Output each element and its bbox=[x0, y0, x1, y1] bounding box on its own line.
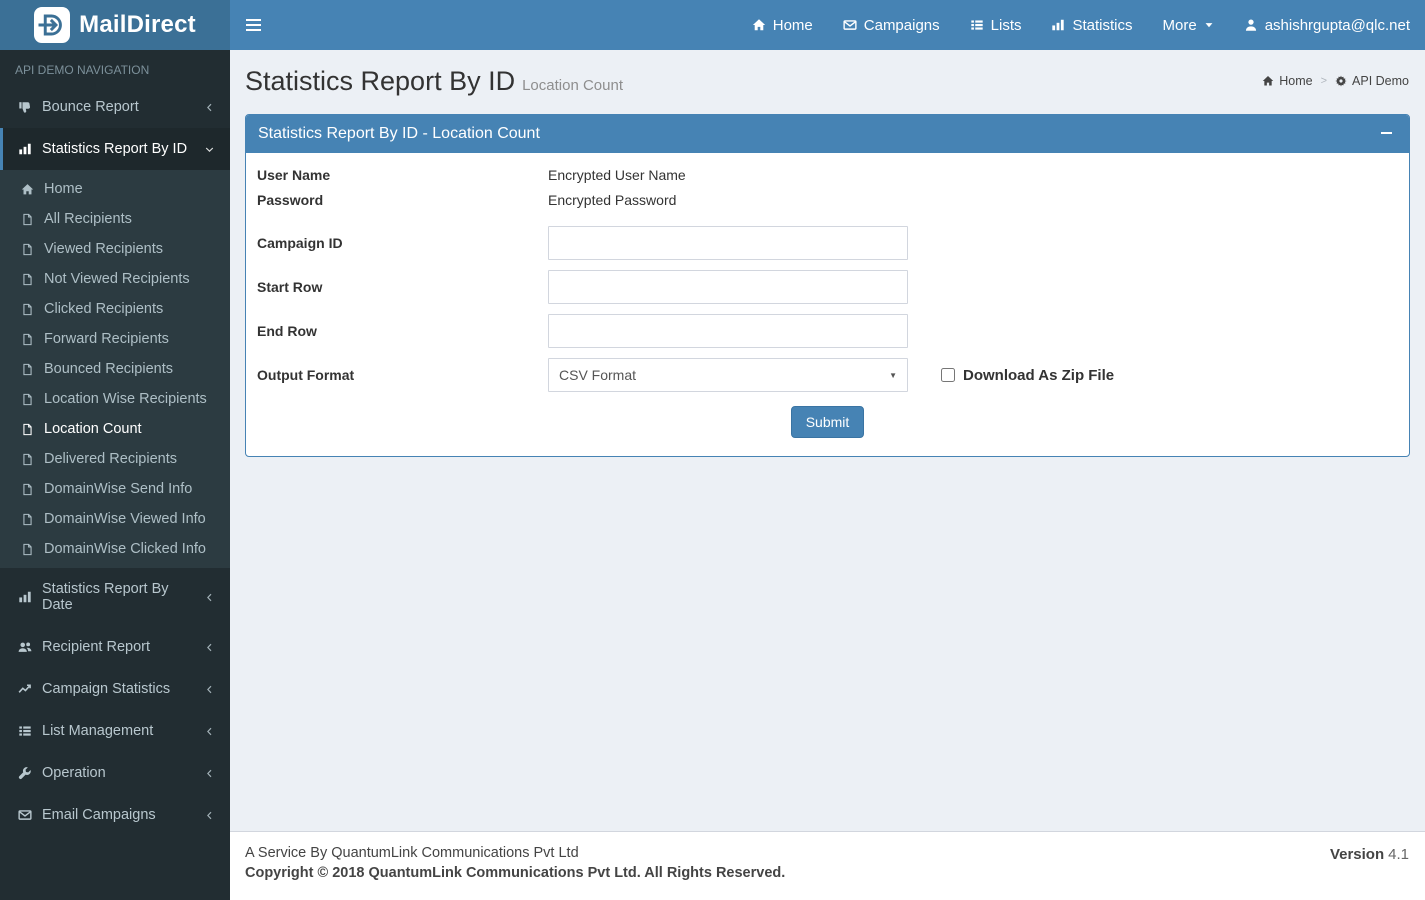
nav-user-account[interactable] bbox=[1229, 0, 1425, 50]
panel-title: Statistics Report By ID - Location Count bbox=[258, 125, 540, 142]
footer-copyright: Copyright © 2018 QuantumLink Communications Pvt Ltd. All Rights Reserved. bbox=[245, 865, 786, 881]
panel-collapse-button[interactable] bbox=[1377, 124, 1395, 142]
main-footer bbox=[230, 831, 1425, 900]
report-panel bbox=[245, 114, 1410, 457]
sidebar-subitem-domainwise-send-info[interactable] bbox=[0, 474, 230, 504]
sidebar-item-label: List Management bbox=[42, 723, 154, 739]
sidebar-item-label: Statistics Report By ID bbox=[42, 141, 188, 157]
subitem-label: Home bbox=[44, 181, 83, 197]
page-title-text: Statistics Report By ID bbox=[245, 66, 516, 96]
home-icon bbox=[21, 183, 34, 196]
campaign-id-input[interactable] bbox=[548, 226, 908, 260]
line-chart-icon bbox=[18, 682, 32, 696]
home-icon bbox=[752, 18, 766, 32]
sidebar-subitem-not-viewed-recipients[interactable] bbox=[0, 264, 230, 294]
breadcrumb bbox=[1262, 74, 1409, 88]
wrench-icon bbox=[18, 766, 32, 780]
chevron-left-icon bbox=[204, 768, 215, 779]
content-wrapper bbox=[230, 50, 1425, 831]
brand-name: MailDirect bbox=[79, 11, 196, 38]
subitem-label: Bounced Recipients bbox=[44, 361, 173, 377]
subitem-label: Delivered Recipients bbox=[44, 451, 177, 467]
start-row-row bbox=[256, 270, 1399, 304]
users-icon bbox=[18, 640, 32, 654]
sidebar-subitem-location-wise-recipients[interactable] bbox=[0, 384, 230, 414]
file-icon bbox=[21, 423, 34, 436]
brand-logo[interactable] bbox=[0, 0, 230, 50]
maildirect-logo-icon bbox=[34, 7, 70, 43]
chevron-left-icon bbox=[204, 726, 215, 737]
page-title bbox=[245, 66, 1410, 101]
subitem-label: DomainWise Send Info bbox=[44, 481, 193, 497]
version-label: Version bbox=[1329, 846, 1385, 863]
envelope-icon bbox=[18, 808, 32, 822]
download-zip-checkbox[interactable] bbox=[941, 368, 955, 382]
list-icon bbox=[970, 18, 984, 32]
page-subtitle: Location Count bbox=[522, 77, 623, 94]
chevron-left-icon bbox=[204, 810, 215, 821]
sidebar-subitem-domainwise-viewed-info[interactable] bbox=[0, 504, 230, 534]
username-row bbox=[256, 167, 1399, 183]
file-icon bbox=[21, 453, 34, 466]
nav-campaigns[interactable] bbox=[828, 0, 955, 50]
subitem-label: All Recipients bbox=[44, 211, 132, 227]
start-row-input[interactable] bbox=[548, 270, 908, 304]
file-icon bbox=[21, 393, 34, 406]
panel-heading bbox=[246, 115, 1409, 153]
breadcrumb-home-label: Home bbox=[1279, 74, 1313, 88]
username-value: Encrypted User Name bbox=[548, 167, 686, 183]
sidebar-item-list-management[interactable] bbox=[0, 710, 230, 752]
username-label: User Name bbox=[257, 167, 331, 183]
sidebar-section-header: API DEMO NAVIGATION bbox=[15, 63, 150, 77]
sidebar-item-label: Campaign Statistics bbox=[42, 681, 171, 697]
bar-chart-icon bbox=[18, 142, 32, 156]
top-navbar bbox=[230, 0, 1425, 50]
campaign-id-label: Campaign ID bbox=[257, 235, 343, 251]
campaign-id-row bbox=[256, 226, 1399, 260]
chevron-left-icon bbox=[204, 102, 215, 113]
main-header bbox=[0, 0, 1425, 50]
minus-icon bbox=[1381, 132, 1392, 135]
file-icon bbox=[21, 243, 34, 256]
sidebar-toggle-button[interactable] bbox=[230, 0, 276, 50]
footer-version bbox=[1330, 845, 1409, 865]
nav-more-dropdown[interactable] bbox=[1148, 0, 1229, 50]
end-row-input[interactable] bbox=[548, 314, 908, 348]
sidebar-item-operation[interactable] bbox=[0, 752, 230, 794]
output-format-select[interactable] bbox=[548, 358, 908, 392]
end-row-label: End Row bbox=[257, 323, 317, 339]
download-zip-label[interactable]: Download As Zip File bbox=[963, 366, 1115, 384]
nav-statistics[interactable] bbox=[1036, 0, 1147, 50]
output-format-selected-value: CSV Format bbox=[559, 367, 637, 383]
subitem-label: Location Count bbox=[44, 421, 142, 437]
nav-statistics-label: Statistics bbox=[1072, 16, 1133, 34]
subitem-label: DomainWise Viewed Info bbox=[44, 511, 206, 527]
sidebar-subitem-delivered-recipients[interactable] bbox=[0, 444, 230, 474]
gear-icon bbox=[1335, 75, 1347, 87]
end-row-row bbox=[256, 314, 1399, 348]
breadcrumb-home-link[interactable] bbox=[1262, 74, 1312, 88]
nav-campaigns-label: Campaigns bbox=[863, 16, 940, 34]
sidebar-item-label: Recipient Report bbox=[42, 639, 150, 655]
list-icon bbox=[18, 724, 32, 738]
sidebar-subitem-home[interactable] bbox=[0, 174, 230, 204]
file-icon bbox=[21, 513, 34, 526]
password-row bbox=[256, 192, 1399, 208]
chevron-left-icon bbox=[204, 642, 215, 653]
file-icon bbox=[21, 543, 34, 556]
sidebar-subitem-bounced-recipients[interactable] bbox=[0, 354, 230, 384]
sidebar-subitem-domainwise-clicked-info[interactable] bbox=[0, 534, 230, 564]
envelope-icon bbox=[843, 18, 857, 32]
footer-service-line: A Service By QuantumLink Communications Pvt Ltd bbox=[245, 845, 579, 861]
file-icon bbox=[21, 483, 34, 496]
sidebar bbox=[0, 50, 230, 900]
version-value: 4.1 bbox=[1388, 846, 1409, 863]
home-icon bbox=[1262, 75, 1274, 87]
sidebar-subitem-viewed-recipients[interactable] bbox=[0, 234, 230, 264]
sidebar-subitem-all-recipients[interactable] bbox=[0, 204, 230, 234]
sidebar-item-email-campaigns[interactable] bbox=[0, 794, 230, 836]
thumbs-down-icon bbox=[18, 100, 32, 114]
sidebar-item-bounce-report[interactable] bbox=[0, 86, 230, 128]
nav-more-label: More bbox=[1162, 16, 1197, 34]
sidebar-subitem-forward-recipients[interactable] bbox=[0, 324, 230, 354]
select-arrow-icon: ▼ bbox=[889, 370, 897, 380]
caret-down-icon bbox=[1204, 20, 1214, 30]
file-icon bbox=[21, 303, 34, 316]
subitem-label: Clicked Recipients bbox=[44, 301, 164, 317]
sidebar-subitem-location-count[interactable] bbox=[0, 414, 230, 444]
sidebar-item-label: Bounce Report bbox=[42, 99, 139, 115]
file-icon bbox=[21, 363, 34, 376]
sidebar-submenu bbox=[0, 170, 230, 568]
nav-home[interactable] bbox=[737, 0, 828, 50]
sidebar-item-statistics-report-by-id[interactable] bbox=[0, 128, 230, 170]
chevron-down-icon bbox=[204, 144, 215, 155]
output-format-row bbox=[256, 358, 1399, 392]
navbar-menu bbox=[737, 0, 1425, 50]
bar-chart-icon bbox=[18, 590, 32, 604]
start-row-label: Start Row bbox=[257, 279, 323, 295]
breadcrumb-api-demo-label: API Demo bbox=[1352, 74, 1409, 88]
bar-chart-icon bbox=[1051, 18, 1065, 32]
breadcrumb-separator: > bbox=[1320, 75, 1328, 87]
submit-button[interactable]: Submit bbox=[791, 406, 865, 438]
file-icon bbox=[21, 333, 34, 346]
sidebar-subitem-clicked-recipients[interactable] bbox=[0, 294, 230, 324]
sidebar-item-recipient-report[interactable] bbox=[0, 626, 230, 668]
breadcrumb-api-demo-link[interactable] bbox=[1335, 74, 1409, 88]
file-icon bbox=[21, 273, 34, 286]
nav-lists[interactable] bbox=[955, 0, 1037, 50]
subitem-label: Location Wise Recipients bbox=[44, 391, 207, 407]
nav-user-email: ashishrgupta@qlc.net bbox=[1264, 16, 1410, 34]
sidebar-item-statistics-report-by-date[interactable] bbox=[0, 568, 230, 626]
subitem-label: DomainWise Clicked Info bbox=[44, 541, 206, 557]
sidebar-item-campaign-statistics[interactable] bbox=[0, 668, 230, 710]
password-label: Password bbox=[257, 192, 324, 208]
user-icon bbox=[1244, 18, 1258, 32]
subitem-label: Forward Recipients bbox=[44, 331, 169, 347]
panel-body bbox=[246, 153, 1409, 456]
submit-row bbox=[256, 406, 1399, 438]
subitem-label: Not Viewed Recipients bbox=[44, 271, 190, 287]
content-header bbox=[230, 50, 1425, 114]
sidebar-item-label: Statistics Report By Date bbox=[42, 581, 169, 613]
output-format-label: Output Format bbox=[257, 367, 355, 383]
zip-checkbox-group bbox=[941, 367, 1114, 384]
nav-home-label: Home bbox=[772, 16, 813, 34]
password-value: Encrypted Password bbox=[548, 192, 677, 208]
subitem-label: Viewed Recipients bbox=[44, 241, 164, 257]
sidebar-item-label: Operation bbox=[42, 765, 106, 781]
file-icon bbox=[21, 213, 34, 226]
chevron-left-icon bbox=[204, 592, 215, 603]
sidebar-item-label: Email Campaigns bbox=[42, 807, 156, 823]
nav-lists-label: Lists bbox=[990, 16, 1022, 34]
chevron-left-icon bbox=[204, 684, 215, 695]
